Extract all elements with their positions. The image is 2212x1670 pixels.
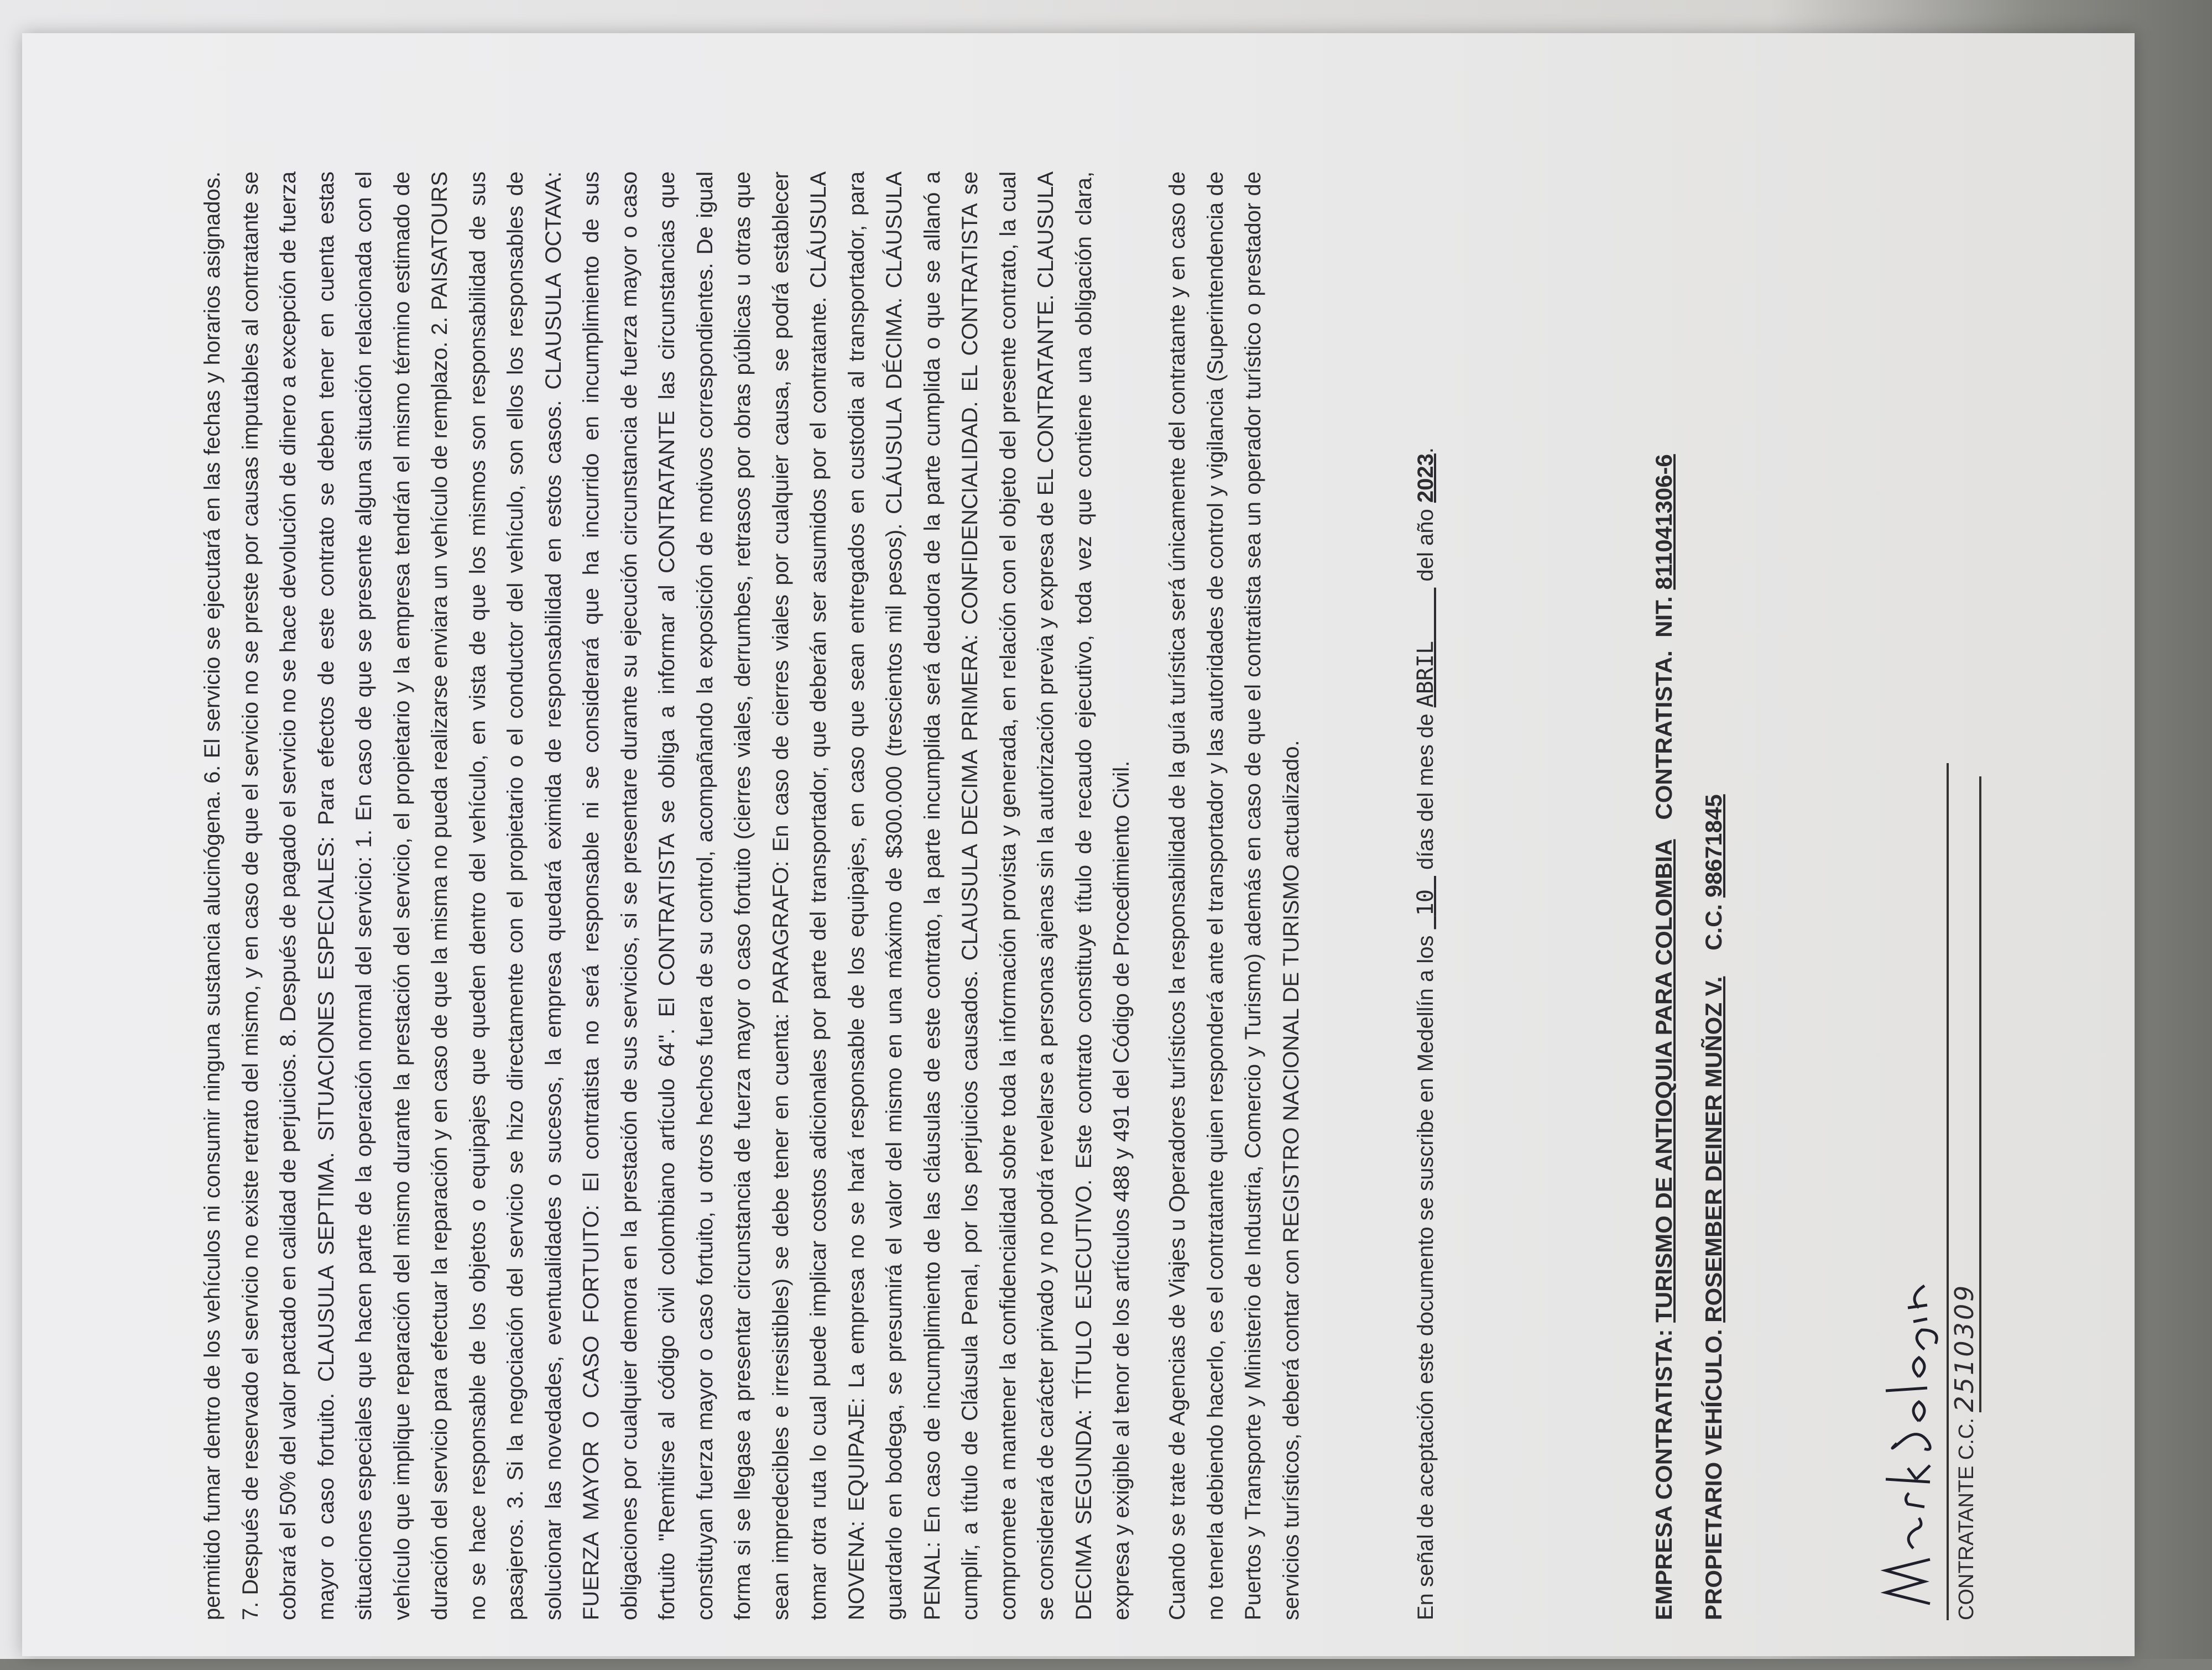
signer-line [1949,776,1981,1620]
company-line [1651,454,1677,1620]
owner-cc-label: C.C. [1700,904,1726,951]
acceptance-days: 10 [1413,889,1438,916]
acceptance-suffix: del año [1413,509,1438,582]
contract-page [105,144,2124,1670]
owner-cc-value: 98671845 [1700,794,1726,898]
acceptance-month: ABRIL [1413,640,1438,708]
nit-label: NIT. [1651,596,1677,638]
owner-label: PROPIETARIO VEHÍCULO. [1700,1329,1726,1620]
company-name: TURISMO DE ANTIOQUIA PARA COLOMBIA [1651,839,1677,1323]
nit-value: 811041306-6 [1651,454,1677,590]
tourism-responsibility-paragraph: Cuando se trate de Agencias de Viajes u Operadores turísticos la responsabilidad de la guía turística será únicamente del contratante y en caso de no tenerla debiendo hacerlo, es el contratante quien responderá ante el transportador y las autoridades de control y vigilancia (Superintendencia de Puertos y Transporte y Ministerio de Industria, Comercio y Turismo) además en caso de que el contratista sea un operador turístico o prestador de servicios turísticos, deberá contar con REGISTRO NACIONAL DE TURISMO actualizado. [1165,171,1303,1620]
contract-clauses-paragraph: permitido fumar dentro de los vehículos ni consumir ninguna sustancia alucinógena. 6. El servicio se ejecutará en las fechas y horarios asignados. 7. Después de reservado el servicio no existe retrato del mismo, y en caso de que el servicio no se preste por causas imputables al contratante se cobrará el 50% del valor pactado en calidad de perjuicios. 8. Después de pagado el servicio no se hace devolución de dinero a excepción de fuerza mayor o caso fortuito. CLAUSULA SEPTIMA. SITUACIONES ESPECIALES: Para efectos de este contrato se deben tener en cuenta estas situaciones especiales que hacen parte de la operación normal del servicio: 1. En caso de que se presente alguna situación relacionada con el vehículo que implique reparación del mismo durante la prestación del servicio, el propietario y la empresa tendrán el mismo término estimado de duración del servicio para efectuar la reparación y en caso de que la misma no pueda realizarse enviara un vehículo de remplazo. 2. PAISATOURS no se hace responsable de los objetos o equipajes que queden dentro del vehículo, en vista de que los mismos son responsabilidad de sus pasajeros. 3. Si la negociación del servicio se hizo directamente con el propietario o el conductor del vehículo, son ellos los responsables de solucionar las novedades, eventualidades o sucesos, la empresa quedará eximida de responsabilidad en estos casos. CLAUSULA OCTAVA: FUERZA MAYOR O CASO FORTUITO: El contratista no será responsable ni se considerará que ha incurrido en incumplimiento de sus obligaciones por cualquier demora en la prestación de sus servicios, si se presentare durante su ejecución circunstancia de fuerza mayor o caso fortuito "Remitirse al código civil colombiano artículo 64". El CONTRATISTA se obliga a informar al CONTRATANTE las circunstancias que constituyan fuerza mayor o caso fortuito, u otros hechos fuera de su control, acompañando la exposición de motivos correspondientes. De igual forma si se llegase a presentar circunstancia de fuerza mayor o caso fortuito (cierres viales, derrumbes, retrasos por obras públicas u otras que sean impredecibles e irresistibles) se debe tener en cuenta: PARAGRAFO: En caso de cierres viales por cualquier causa, se podrá establecer tomar otra ruta lo cual puede implicar costos adicionales por parte del transportador, que deberán ser asumidos por el contratante. CLÁUSULA NOVENA: EQUIPAJE: La empresa no se hará responsable de los equipajes, en caso que sean entregados en custodia al transportador, para guardarlo en bodega, se presumirá el valor del mismo en una máximo de $300.000 (trescientos mil pesos). CLÁUSULA DÉCIMA. CLÁUSULA PENAL: En caso de incumplimiento de las cláusulas de este contrato, la parte incumplida será deudora de la parte cumplida o que se allanó a cumplir, a título de Cláusula Penal, por los perjuicios causados. CLAUSULA DECIMA PRIMERA: CONFIDENCIALIDAD. EL CONTRATISTA se compromete a mantener la confidencialidad sobre toda la información provista y generada, en relación con el objeto del presente contrato, la cual se considerará de carácter privado y no podrá revelarse a personas ajenas sin la autorización previa y expresa de EL CONTRATANTE. CLAUSULA DECIMA SEGUNDA: TÍTULO EJECUTIVO. Este contrato constituye título de recaudo ejecutivo, toda vez que contiene una obligación clara, expresa y exigible al tenor de los artículos 488 y 491 del Código de Procedimiento Civil. [200,171,1134,1620]
signer-id: 2510309 [1949,776,1981,1412]
acceptance-prefix: En señal de aceptación este documento se suscribe en Medellín a los [1413,935,1438,1620]
handwritten-signature [1864,1277,1947,1609]
paper-sheet [22,33,2135,1656]
contractor-label: CONTRATISTA. [1651,650,1677,820]
owner-line [1700,794,1727,1620]
owner-name: ROSEMBER DEINER MUÑOZ V. [1700,976,1726,1323]
acceptance-statement: En señal de aceptación este documento se suscribe en Medellín a los 10 días del mes de ABRIL del año 2023. [1413,447,1438,1620]
signer-label: CONTRATANTE C.C. [1955,1418,1978,1620]
acceptance-middle: días del mes de [1413,713,1438,870]
company-label: EMPRESA CONTRATISTA: [1651,1329,1677,1620]
signature-line [1947,763,1949,1620]
acceptance-year: 2023 [1413,453,1438,503]
